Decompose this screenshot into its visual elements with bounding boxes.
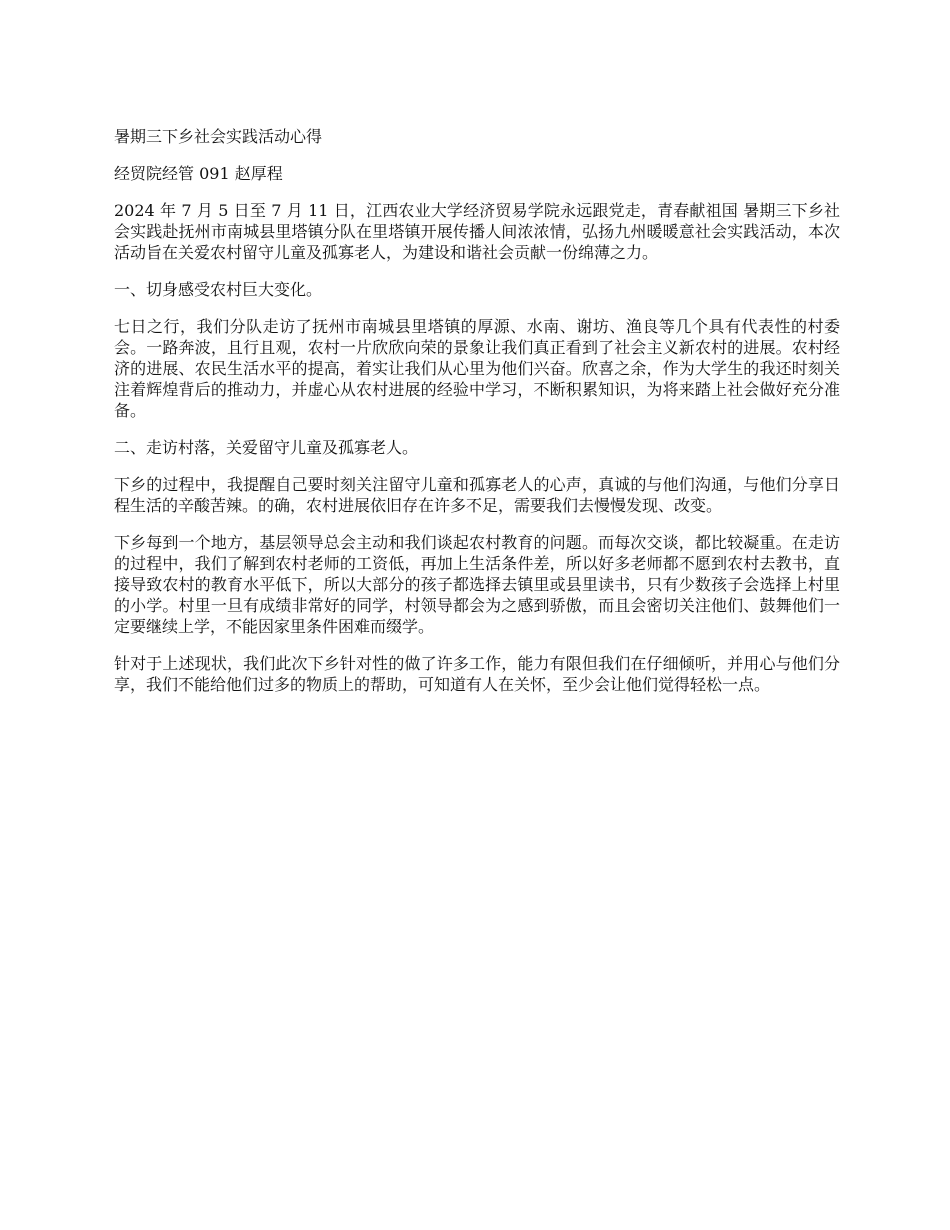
intro-paragraph: 2024 年 7 月 5 日至 7 月 11 日，江西农业大学经济贸易学院永远跟党走，青春献祖国 暑期三下乡社会实践赴抚州市南城县里塔镇分队在里塔镇开展传播人间浓浓情，弘扬九州暖暖意社会实践活动，本次活动旨在关爱农村留守儿童及孤寡老人，为建设和谐社会贡献一份绵薄之力。 [114, 201, 840, 262]
section-2-paragraph-1: 下乡的过程中，我提醒自己要时刻关注留守儿童和孤寡老人的心声，真诚的与他们沟通，与他们分享日程生活的辛酸苦辣。的确，农村进展依旧存在许多不足，需要我们去慢慢发现、改变。 [114, 475, 840, 515]
section-1-paragraph: 七日之行，我们分队走访了抚州市南城县里塔镇的厚源、水南、谢坊、渔良等几个具有代表性的村委会。一路奔波，且行且观，农村一片欣欣向荣的景象让我们真正看到了社会主义新农村的进展。农村经济的进展、农民生活水平的提高，着实让我们从心里为他们兴奋。欣喜之余，作为大学生的我还时刻关注着辉煌背后的推动力，并虚心从农村进展的经验中学习，不断积累知识，为将来踏上社会做好充分准备。 [114, 317, 840, 420]
section-2-paragraph-2: 下乡每到一个地方，基层领导总会主动和我们谈起农村教育的问题。而每次交谈，都比较凝重。在走访的过程中，我们了解到农村老师的工资低，再加上生活条件差，所以好多老师都不愿到农村去教书，直接导致农村的教育水平低下，所以大部分的孩子都选择去镇里或县里读书，只有少数孩子会选择上村里的小学。村里一旦有成绩非常好的同学，村领导都会为之感到骄傲，而且会密切关注他们、鼓舞他们一定要继续上学，不能因家里条件困难而缀学。 [114, 533, 840, 636]
author-line: 经贸院经管 091 赵厚程 [114, 164, 283, 183]
section-heading-2: 二、走访村落，关爱留守儿童及孤寡老人。 [114, 438, 419, 457]
section-heading-1: 一、切身感受农村巨大变化。 [114, 280, 323, 299]
section-2-paragraph-3: 针对于上述现状，我们此次下乡针对性的做了许多工作，能力有限但我们在仔细倾听，并用心与他们分享，我们不能给他们过多的物质上的帮助，可知道有人在关怀，至少会让他们觉得轻松一点。 [114, 654, 840, 694]
document-body [114, 126, 840, 711]
document-title: 暑期三下乡社会实践活动心得 [114, 127, 323, 146]
